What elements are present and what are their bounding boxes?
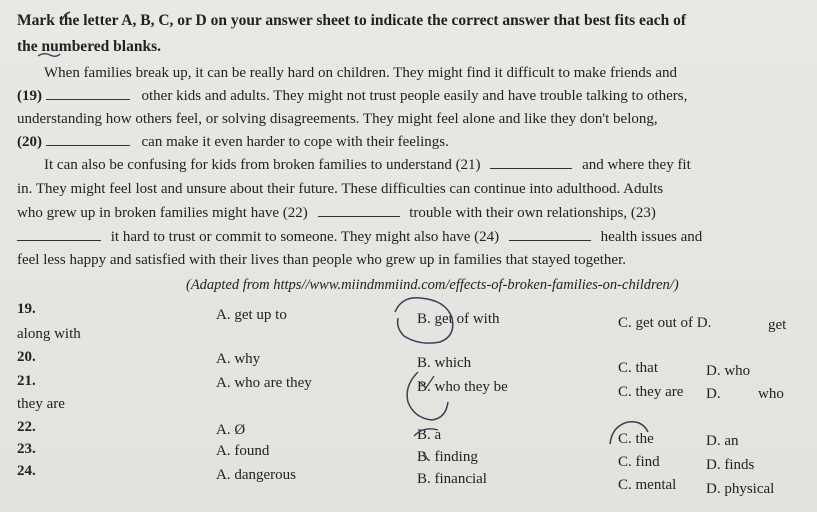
- instruction-line-1: Mark the letter A, B, C, or D on your answer sheet to indicate the correct answer that best fits each of: [17, 12, 686, 29]
- q19-option-d[interactable]: get: [768, 317, 787, 333]
- passage-p2-line-4-a: it hard to trust or commit to someone. They might also have (24): [110, 229, 500, 245]
- q21-option-c[interactable]: C. they are: [618, 384, 684, 400]
- q20-option-b[interactable]: B. which: [417, 355, 472, 371]
- passage-p1-line-4-text: can make it even harder to cope with their feelings.: [141, 134, 449, 150]
- question-23-number: 23.: [17, 441, 36, 457]
- passage-p2-line-3: [17, 204, 656, 222]
- q24-option-c[interactable]: C. mental: [618, 477, 677, 493]
- q22-option-b[interactable]: B. a: [417, 427, 442, 443]
- passage-p1-line-1: When families break up, it can be really hard on children. They might find it difficult to make friends and: [44, 65, 678, 81]
- q23-option-b[interactable]: B. finding: [417, 449, 478, 465]
- q21-option-d-wrap: they are: [17, 396, 65, 412]
- q21-option-a[interactable]: A. who are they: [216, 375, 312, 391]
- passage-p2-line-1-a: It can also be confusing for kids from broken families to understand (21): [44, 157, 481, 173]
- passage-p2-line-3-b: trouble with their own relationships, (23): [409, 205, 656, 221]
- blank-24: [509, 228, 591, 241]
- question-22-number: 22.: [17, 419, 36, 435]
- q20-option-a[interactable]: A. why: [216, 351, 261, 367]
- q24-option-d[interactable]: D. physical: [706, 481, 775, 497]
- question-19-number: 19.: [17, 301, 36, 317]
- q19-option-b[interactable]: B. get of with: [417, 311, 500, 327]
- passage-p1-line-3: understanding how others feel, or solving disagreements. They might feel alone and like they don't belong,: [17, 111, 658, 127]
- question-24-number: 24.: [17, 463, 36, 479]
- blank-number-20: (20): [17, 134, 42, 150]
- q23-option-a[interactable]: A. found: [216, 443, 270, 459]
- question-21-number: 21.: [17, 373, 36, 389]
- q22-option-a[interactable]: A. Ø: [216, 422, 246, 438]
- passage-p2-line-4: [17, 228, 702, 246]
- q22-option-d[interactable]: D. an: [706, 433, 739, 449]
- q24-option-b[interactable]: B. financial: [417, 471, 487, 487]
- passage-p1-line-2-text: other kids and adults. They might not trust people easily and have trouble talking to others,: [141, 88, 688, 104]
- blank-23: [17, 228, 101, 241]
- passage-p1-line-4: [17, 133, 449, 151]
- q20-option-c[interactable]: C. that: [618, 360, 658, 376]
- q21-option-d-text: who: [758, 386, 784, 402]
- blank-number-19: (19): [17, 88, 42, 104]
- blank-20: [46, 133, 130, 146]
- passage-p2-line-1: [44, 156, 691, 174]
- q19-option-a[interactable]: A. get up to: [216, 307, 287, 323]
- passage-p2-line-2: in. They might feel lost and unsure about their future. These difficulties can continue into adulthood. Adults: [17, 181, 664, 197]
- passage-p2-line-4-b: health issues and: [600, 229, 703, 245]
- q21-option-b[interactable]: B. who they be: [417, 379, 508, 395]
- q23-option-d[interactable]: D. finds: [706, 457, 755, 473]
- passage-p2-line-1-b: and where they fit: [582, 157, 691, 173]
- q19-option-c[interactable]: C. get out of D.: [618, 315, 712, 331]
- instruction-line-2: the numbered blanks.: [17, 38, 161, 55]
- q22-option-c[interactable]: C. the: [618, 431, 654, 447]
- blank-22: [318, 204, 400, 217]
- passage-p1-line-2: [17, 87, 687, 105]
- blank-21: [490, 156, 572, 169]
- question-20-number: 20.: [17, 349, 36, 365]
- q23-option-c[interactable]: C. find: [618, 454, 660, 470]
- q24-option-a[interactable]: A. dangerous: [216, 467, 296, 483]
- q19-option-d-wrap: along with: [17, 326, 81, 342]
- blank-19: [46, 87, 130, 100]
- passage-source: (Adapted from https//www.miindmmiind.com/effects-of-broken-families-on-children/): [186, 277, 679, 293]
- passage-p2-line-3-a: who grew up in broken families might have (22): [17, 205, 308, 221]
- q20-option-d[interactable]: D. who: [706, 363, 751, 379]
- passage-p2-line-5: feel less happy and satisfied with their lives than people who grew up in families that stayed together.: [17, 252, 627, 268]
- q21-option-d[interactable]: D.: [706, 386, 721, 402]
